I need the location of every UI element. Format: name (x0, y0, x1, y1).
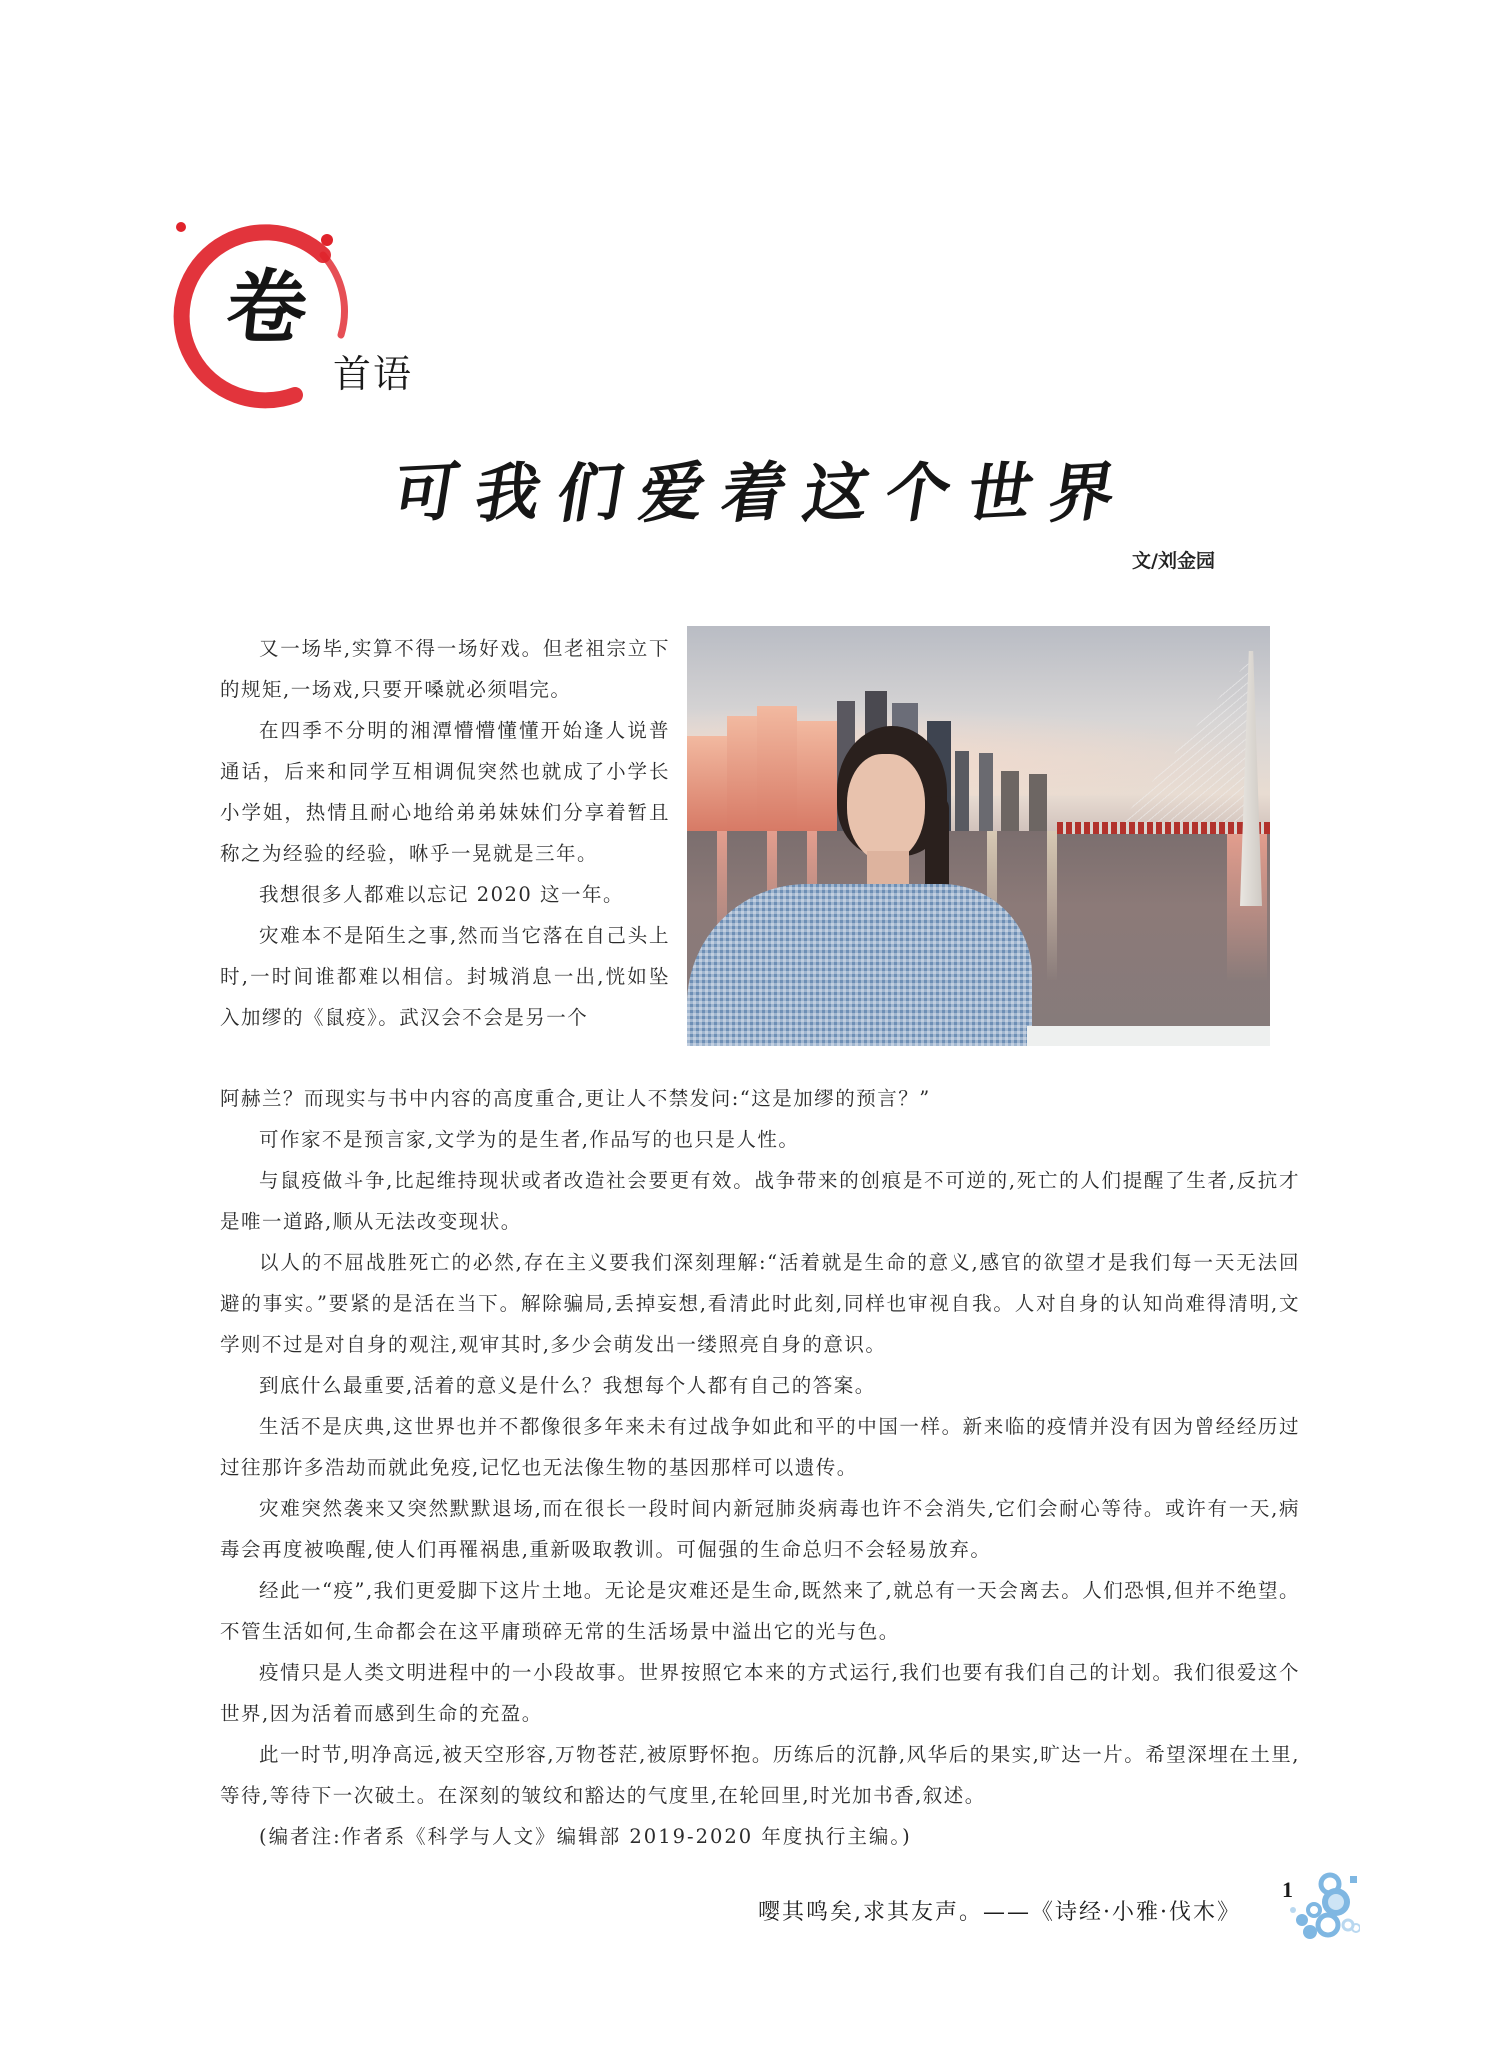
text-column-full (220, 1078, 1300, 1857)
title-char: 这 (797, 454, 875, 533)
author-byline: 文/刘金园 (1132, 550, 1215, 572)
paragraph: 可作家不是预言家,文学为的是生者,作品写的也只是人性。 (259, 1128, 800, 1151)
building (1001, 771, 1019, 831)
paragraph: 我想很多人都难以忘记 2020 这一年。 (259, 883, 625, 906)
building (979, 753, 993, 831)
paragraph: 与鼠疫做斗争,比起维持现状或者改造社会要更有效。战争带来的创痕是不可逆的,死亡的人们提醒了生者,反抗才是唯一道路,顺从无法改变现状。 (220, 1169, 1300, 1233)
paragraph: 在四季不分明的湘潭懵懵懂懂开始逢人说普通话，后来和同学互相调侃突然也就成了小学长小学姐，热情且耐心地给弟弟妹妹们分享着暂且称之为经验的经验，咻乎一晃就是三年。 (220, 719, 670, 865)
author-photo (687, 626, 1270, 1046)
title-char: 个 (879, 454, 957, 533)
section-logo (155, 205, 425, 420)
building (955, 751, 969, 831)
section-label: 首语 (333, 352, 414, 396)
building (727, 716, 757, 831)
paragraph: 灾难本不是陌生之事,然而当它落在自己头上时,一时间谁都难以相信。封城消息一出,恍如坠入加缪的《鼠疫》。武汉会不会是另一个 (220, 924, 670, 1029)
page-number: 1 (1282, 1877, 1293, 1902)
text-column-narrow (220, 628, 670, 1038)
paragraph-continuation: 阿赫兰？而现实与书中内容的高度重合,更让人不禁发问:“这是加缪的预言？” (220, 1087, 931, 1110)
title-char: 世 (961, 454, 1039, 533)
light-reflection (1047, 831, 1057, 981)
article-title (387, 448, 1121, 533)
building (797, 721, 837, 831)
building (757, 706, 797, 831)
paragraph: 又一场毕,实算不得一场好戏。但老祖宗立下的规矩,一场戏,只要开嗓就必须唱完。 (220, 637, 670, 701)
paragraph: 此一时节,明净高远,被天空形容,万物苍茫,被原野怀抱。历练后的沉静,风华后的果实,旷达一片。希望深埋在土里,等待,等待下一次破土。在深刻的皱纹和豁达的气度里,在轮回里,时光加书香,叙述。 (220, 1743, 1300, 1807)
paragraph: 以人的不屈战胜死亡的必然,存在主义要我们深刻理解:“活着就是生命的意义,感官的欲望才是我们每一天无法回避的事实。”要紧的是活在当下。解除骗局,丢掉妄想,看清此时此刻,同样也审视自我。人对自身的认知尚难得清明,文学则不过是对自身的观注,观审其时,多少会萌发出一缕照亮自身的意识。 (220, 1251, 1300, 1356)
paragraph: 生活不是庆典,这世界也并不都像很多年来未有过战争如此和平的中国一样。新来临的疫情并没有因为曾经经历过过往那许多浩劫而就此免疫,记忆也无法像生物的基因那样可以遗传。 (220, 1415, 1300, 1479)
building (687, 736, 727, 831)
paragraph: 经此一“疫”,我们更爱脚下这片土地。无论是灾难还是生命,既然来了,就总有一天会离去。人们恐惧,但并不绝望。不管生活如何,生命都会在这平庸琐碎无常的生活场景中溢出它的光与色。 (220, 1579, 1300, 1643)
title-char: 可 (387, 454, 465, 533)
bubbles-decoration-icon (1290, 1870, 1360, 1940)
gingham-shirt (687, 884, 1032, 1046)
logo-character: 卷 (222, 260, 312, 354)
title-char: 们 (551, 454, 629, 533)
railing (1027, 1026, 1270, 1046)
building (1029, 774, 1047, 831)
title-char: 爱 (633, 454, 711, 533)
title-char: 我 (469, 454, 547, 533)
editor-note: (编者注:作者系《科学与人文》编辑部 2019-2020 年度执行主编。) (259, 1825, 912, 1848)
title-char: 着 (715, 454, 793, 533)
paragraph: 到底什么最重要,活着的意义是什么？我想每个人都有自己的答案。 (259, 1374, 876, 1397)
footer-quote: 嘤其鸣矣,求其友声。——《诗经·小雅·伐木》 (758, 1900, 1241, 1925)
paragraph: 灾难突然袭来又突然默默退场,而在很长一段时间内新冠肺炎病毒也许不会消失,它们会耐心等待。或许有一天,病毒会再度被唤醒,使人们再罹祸患,重新吸取教训。可倔强的生命总归不会轻易放弃。 (220, 1497, 1300, 1561)
bridge-deck (1057, 822, 1270, 834)
paragraph: 疫情只是人类文明进程中的一小段故事。世界按照它本来的方式运行,我们也要有我们自己的计划。我们很爱这个世界,因为活着而感到生命的充盈。 (220, 1661, 1300, 1725)
title-char: 界 (1043, 454, 1121, 533)
face (847, 754, 925, 862)
